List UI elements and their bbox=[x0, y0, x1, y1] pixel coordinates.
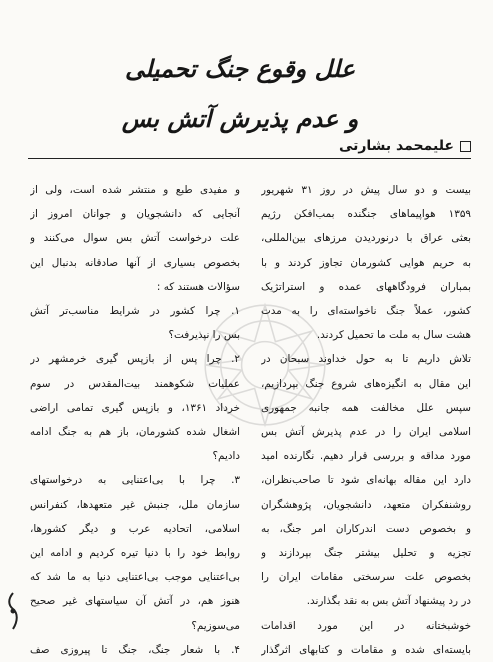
text-line: خرداد ۱۳۶۱، و بازپس گیری تمامی اراضی bbox=[30, 401, 240, 414]
title-line-1: علل وقوع جنگ تحمیلی bbox=[124, 54, 356, 83]
text-line: خوشبختانه در این مورد اقدامات bbox=[261, 619, 471, 632]
text-line: در رد پیشنهاد آتش بس به نقد بگذارند. bbox=[306, 595, 471, 608]
text-line: ۱۳۵۹ هواپیماهای جنگنده بمب‌افکن رژیم bbox=[261, 208, 471, 221]
text-line: می‌سوزیم؟ bbox=[191, 619, 240, 632]
author-name: علیمحمد بشارتی bbox=[338, 138, 454, 154]
text-line: ۴. با شعار جنگ، جنگ تا پیروزی صف bbox=[30, 643, 240, 656]
text-line: اشغال شده کشورمان، باز هم به جنگ ادامه bbox=[30, 426, 240, 439]
text-line: ۳. چرا با بی‌اعتنایی به درخواستهای bbox=[30, 474, 240, 487]
text-line: ۲. چرا پس از بازپس گیری خرمشهر در bbox=[30, 353, 240, 366]
text-line: علت درخواست آتش بس سوال می‌کنند و bbox=[30, 232, 240, 245]
text-line: بایسته‌ای شده و مقامات و کتابهای اثرگذار bbox=[261, 643, 471, 656]
text-line: تجزیه و تحلیل بیشتر جنگ بپردازند و bbox=[261, 547, 471, 560]
text-line: آنجایی که دانشجویان و جوانان امروز از bbox=[30, 208, 240, 221]
text-line: بس را نپذیرفت؟ bbox=[168, 329, 240, 342]
text-line: اسلامی، اتحادیه عرب و دیگر کشورها، bbox=[30, 522, 240, 535]
text-line: هشت سال به ملت ما تحمیل کردند. bbox=[316, 329, 471, 342]
text-line: روابط خود را با دنیا تیره کردیم و ادامه این bbox=[30, 547, 240, 560]
article-title bbox=[60, 44, 420, 144]
text-line: سازمان ملل، جنبش غیر متعهدها، کنفرانس bbox=[30, 498, 240, 511]
text-line: دارد این مقاله بهانه‌ای شود تا صاحب‌نظران، bbox=[261, 474, 471, 487]
text-line: دادیم؟ bbox=[212, 450, 240, 463]
text-line: بی‌اعتنایی موجب بی‌اعتنایی دنیا به ما شد که bbox=[30, 571, 240, 584]
page-ornament-icon bbox=[6, 591, 20, 631]
text-line: تلاش داریم تا به حول خداوند سبحان در bbox=[261, 353, 471, 366]
article-column-right bbox=[261, 178, 471, 662]
text-line: و مفیدی طبع و منتشر شده است، ولی از bbox=[30, 184, 240, 196]
text-line: بخصوص بسیاری از آنها صادقانه بدنبال این bbox=[30, 256, 240, 269]
text-line: این مقال به انگیزه‌های شروع جنگ بپردازیم، bbox=[261, 377, 471, 390]
text-line: مورد مداقه و بررسی قرار دهیم. نگارنده امید bbox=[261, 450, 471, 463]
text-line: بعثی عراق با درنوردیدن مرزهای بین‌المللی، bbox=[261, 232, 471, 245]
text-line: و بخصوص دست اندرکاران امر جنگ، به bbox=[261, 522, 471, 535]
square-bullet-icon bbox=[460, 141, 471, 152]
text-line: سؤالات هستند که : bbox=[156, 280, 240, 293]
title-divider bbox=[28, 158, 471, 159]
text-line: سپس علل مخالفت همه جانبه جمهوری bbox=[261, 401, 471, 414]
author-byline bbox=[301, 138, 471, 154]
title-line-2: و عدم پذیرش آتش بس bbox=[121, 104, 359, 133]
text-line: عملیات شکوهمند بیت‌المقدس در سوم bbox=[30, 377, 240, 390]
text-line: ۱. چرا کشور در شرایط مناسب‌تر آتش bbox=[30, 305, 240, 318]
text-line: بمباران فرودگاههای عمده و استراتژیک bbox=[261, 280, 471, 293]
article-column-left bbox=[30, 178, 240, 662]
text-line: اسلامی ایران را در عدم پذیرش آتش بس bbox=[261, 426, 471, 439]
text-line: به حریم هوایی کشورمان تجاوز کردند و با bbox=[261, 256, 471, 269]
text-line: بخصوص علت سرسختی مقامات ایران را bbox=[261, 571, 471, 584]
text-line: کشور، عملاً جنگ ناخواسته‌ای را به مدت bbox=[261, 305, 471, 318]
text-line: روشنفکران متعهد، دانشجویان، پژوهشگران bbox=[261, 498, 471, 511]
text-line: هنوز هم، در آتش آن سیاستهای غیر صحیح bbox=[30, 595, 240, 608]
text-line: بیست و دو سال پیش در روز ۳۱ شهریور bbox=[261, 184, 471, 196]
